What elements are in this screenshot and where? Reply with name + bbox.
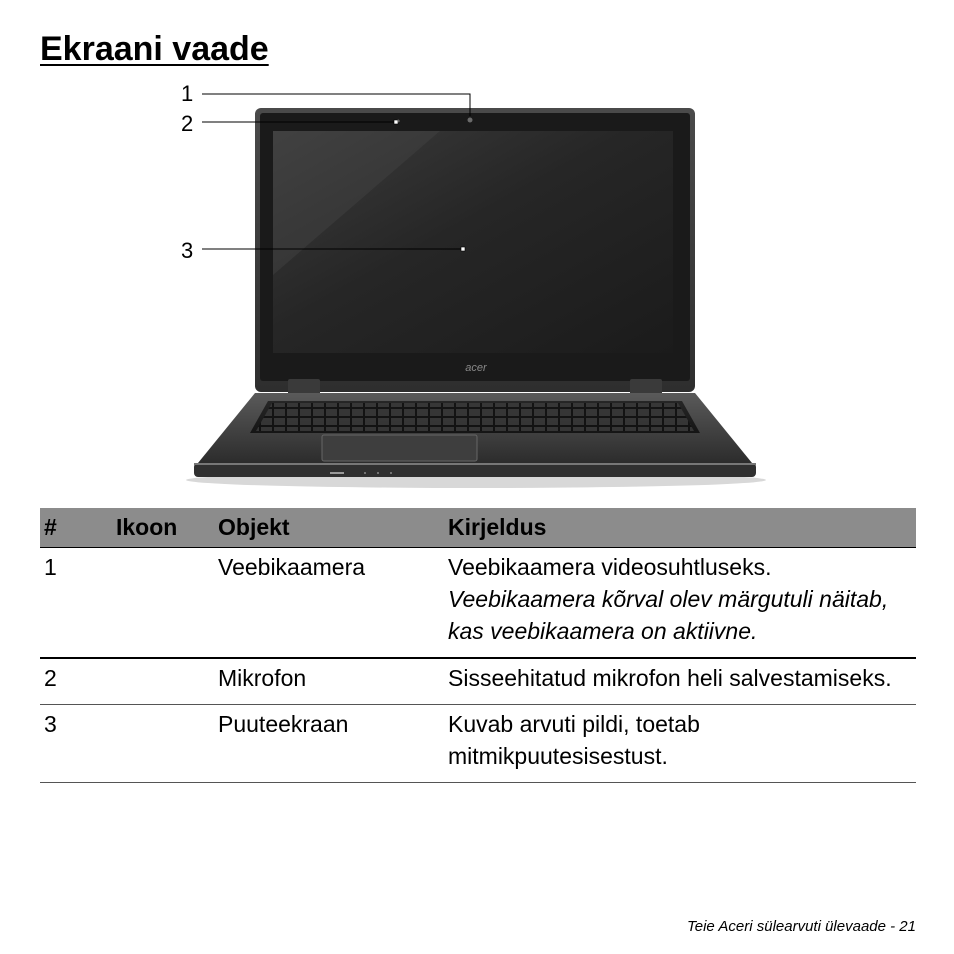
row-object: Veebikaamera [214, 548, 444, 659]
row-icon [112, 658, 214, 705]
status-light [364, 472, 366, 474]
table-row [40, 658, 916, 705]
header-object: Objekt [214, 508, 444, 548]
row-object: Puuteekraan [214, 705, 444, 783]
row-icon [112, 548, 214, 659]
callout-label-3: 3 [181, 238, 194, 263]
callout-marker-3 [461, 247, 465, 251]
keyboard [256, 403, 694, 431]
component-table [40, 508, 916, 783]
touchpad [322, 435, 477, 461]
row-description: Sisseehitatud mikrofon heli salvestamiseks. [444, 658, 916, 705]
table-row [40, 548, 916, 659]
row-icon [112, 705, 214, 783]
header-number: # [40, 508, 112, 548]
header-description: Kirjeldus [444, 508, 916, 548]
table-row [40, 705, 916, 783]
row-description: Kuvab arvuti pildi, toetab mitmikpuutesisestust. [444, 705, 916, 783]
callout-label-2: 2 [181, 111, 194, 136]
status-light [377, 472, 379, 474]
row-description: Veebikaamera videosuhtluseks. [448, 554, 772, 580]
laptop-figure [0, 75, 954, 495]
callout-label-1: 1 [181, 81, 194, 106]
page-footer: Teie Aceri sülearvuti ülevaade - 21 [686, 918, 916, 935]
status-light [330, 472, 344, 474]
table-header-row [40, 508, 916, 548]
base-front-highlight [194, 463, 756, 465]
row-note: Veebikaamera kõrval olev märgutuli näitab, kas veebikaamera on aktiivne. [448, 586, 889, 644]
base-front [194, 463, 756, 477]
acer-logo: acer [465, 362, 487, 374]
laptop-illustration [0, 75, 954, 495]
row-number: 3 [40, 705, 112, 783]
row-object: Mikrofon [214, 658, 444, 705]
callout-marker-2 [394, 120, 398, 124]
webcam-icon [468, 118, 473, 123]
page-title: Ekraani vaade [40, 30, 269, 68]
row-description-cell [444, 548, 916, 659]
header-icon: Ikoon [112, 508, 214, 548]
row-number: 2 [40, 658, 112, 705]
status-light [390, 472, 392, 474]
row-number: 1 [40, 548, 112, 659]
